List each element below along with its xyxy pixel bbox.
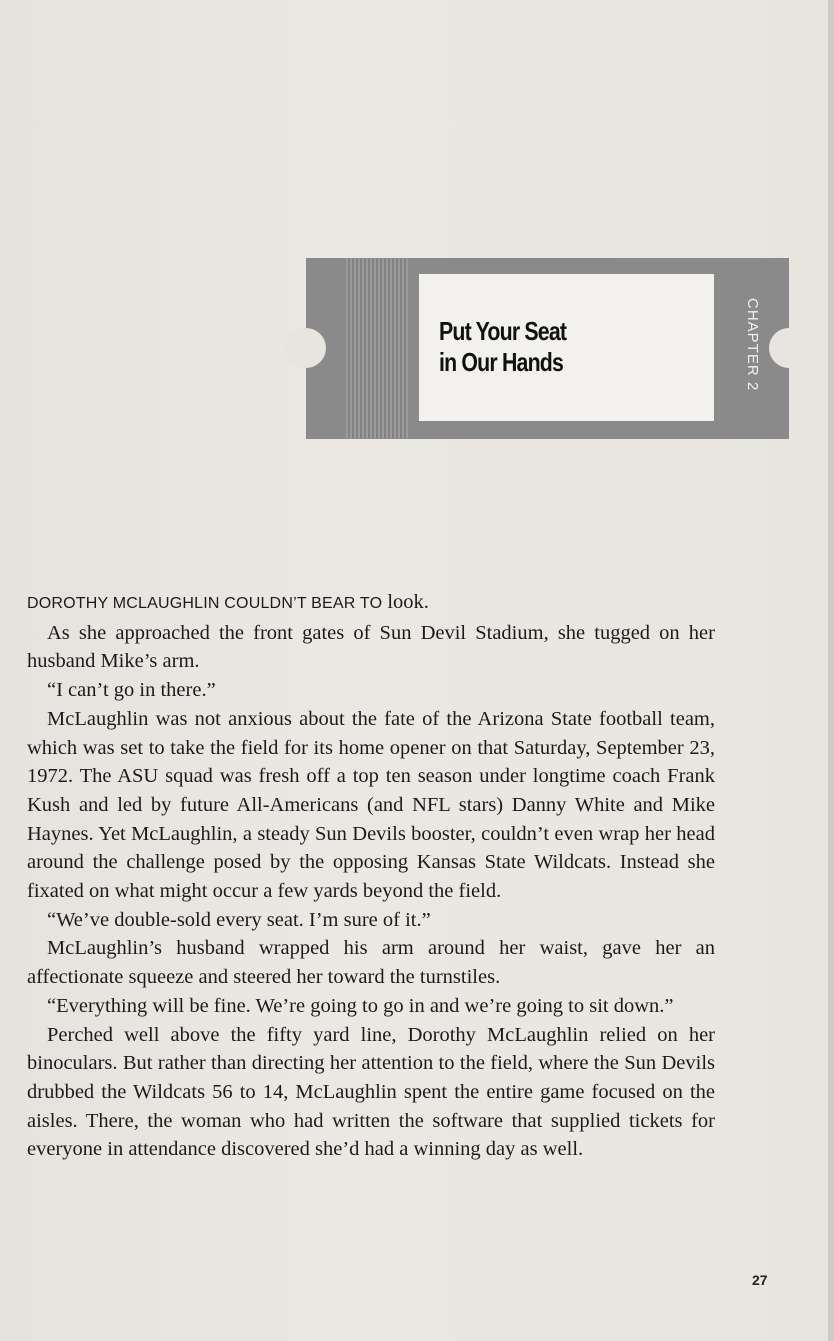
paragraph: “I can’t go in there.” [47, 679, 216, 702]
paragraph: “Everything will be fine. We’re going to go in and we’re going to sit down.” [47, 994, 674, 1017]
paragraph: “We’ve double-sold every seat. I’m sure of it.” [47, 908, 431, 931]
ticket-notch-right [769, 328, 809, 368]
page-number: 27 [752, 1272, 768, 1288]
chapter-title: Put Your Seat in Our Hands [439, 316, 567, 377]
opening-rest: look. [382, 591, 429, 613]
paragraph: As she approached the front gates of Sun Devil Stadium, she tugged on her husband Mike’s arm. [27, 621, 715, 673]
opening-line [27, 588, 715, 619]
ticket-notch-left [286, 328, 326, 368]
chapter-ticket-graphic [306, 258, 789, 439]
body-text [27, 588, 715, 1164]
paragraph: McLaughlin’s husband wrapped his arm around her waist, gave her an affectionate squeeze and steered her toward the turnstiles. [27, 937, 715, 989]
page-edge [828, 0, 834, 1341]
ticket-stripes [346, 258, 408, 439]
chapter-label: CHAPTER 2 [744, 298, 761, 392]
paragraph: McLaughlin was not anxious about the fate of the Arizona State football team, which was set to take the field for its home opener on that Saturday, September 23, 1972. The ASU squad was fresh off a top ten season under longtime coach Frank Kush and led by future All-Americans (and NFL stars) Danny White and Mike Haynes. Yet McLaughlin, a steady Sun Devils booster, couldn’t even wrap her head around the challenge posed by the opposing Kansas State Wildcats. Instead she fixated on what might occur a few yards beyond the field. [27, 707, 715, 903]
opening-small-caps: DOROTHY MCLAUGHLIN COULDN’T BEAR TO [27, 595, 383, 612]
paragraph: Perched well above the fifty yard line, Dorothy McLaughlin relied on her binoculars. But rather than directing her attention to the field, where the Sun Devils drubbed the Wildcats 56 to 14, McLaughlin spent the entire game focused on the aisles. There, the woman who had written the software that supplied tickets for everyone in attendance discovered she’d had a winning day as well. [27, 1023, 715, 1161]
ticket-window [419, 274, 714, 421]
